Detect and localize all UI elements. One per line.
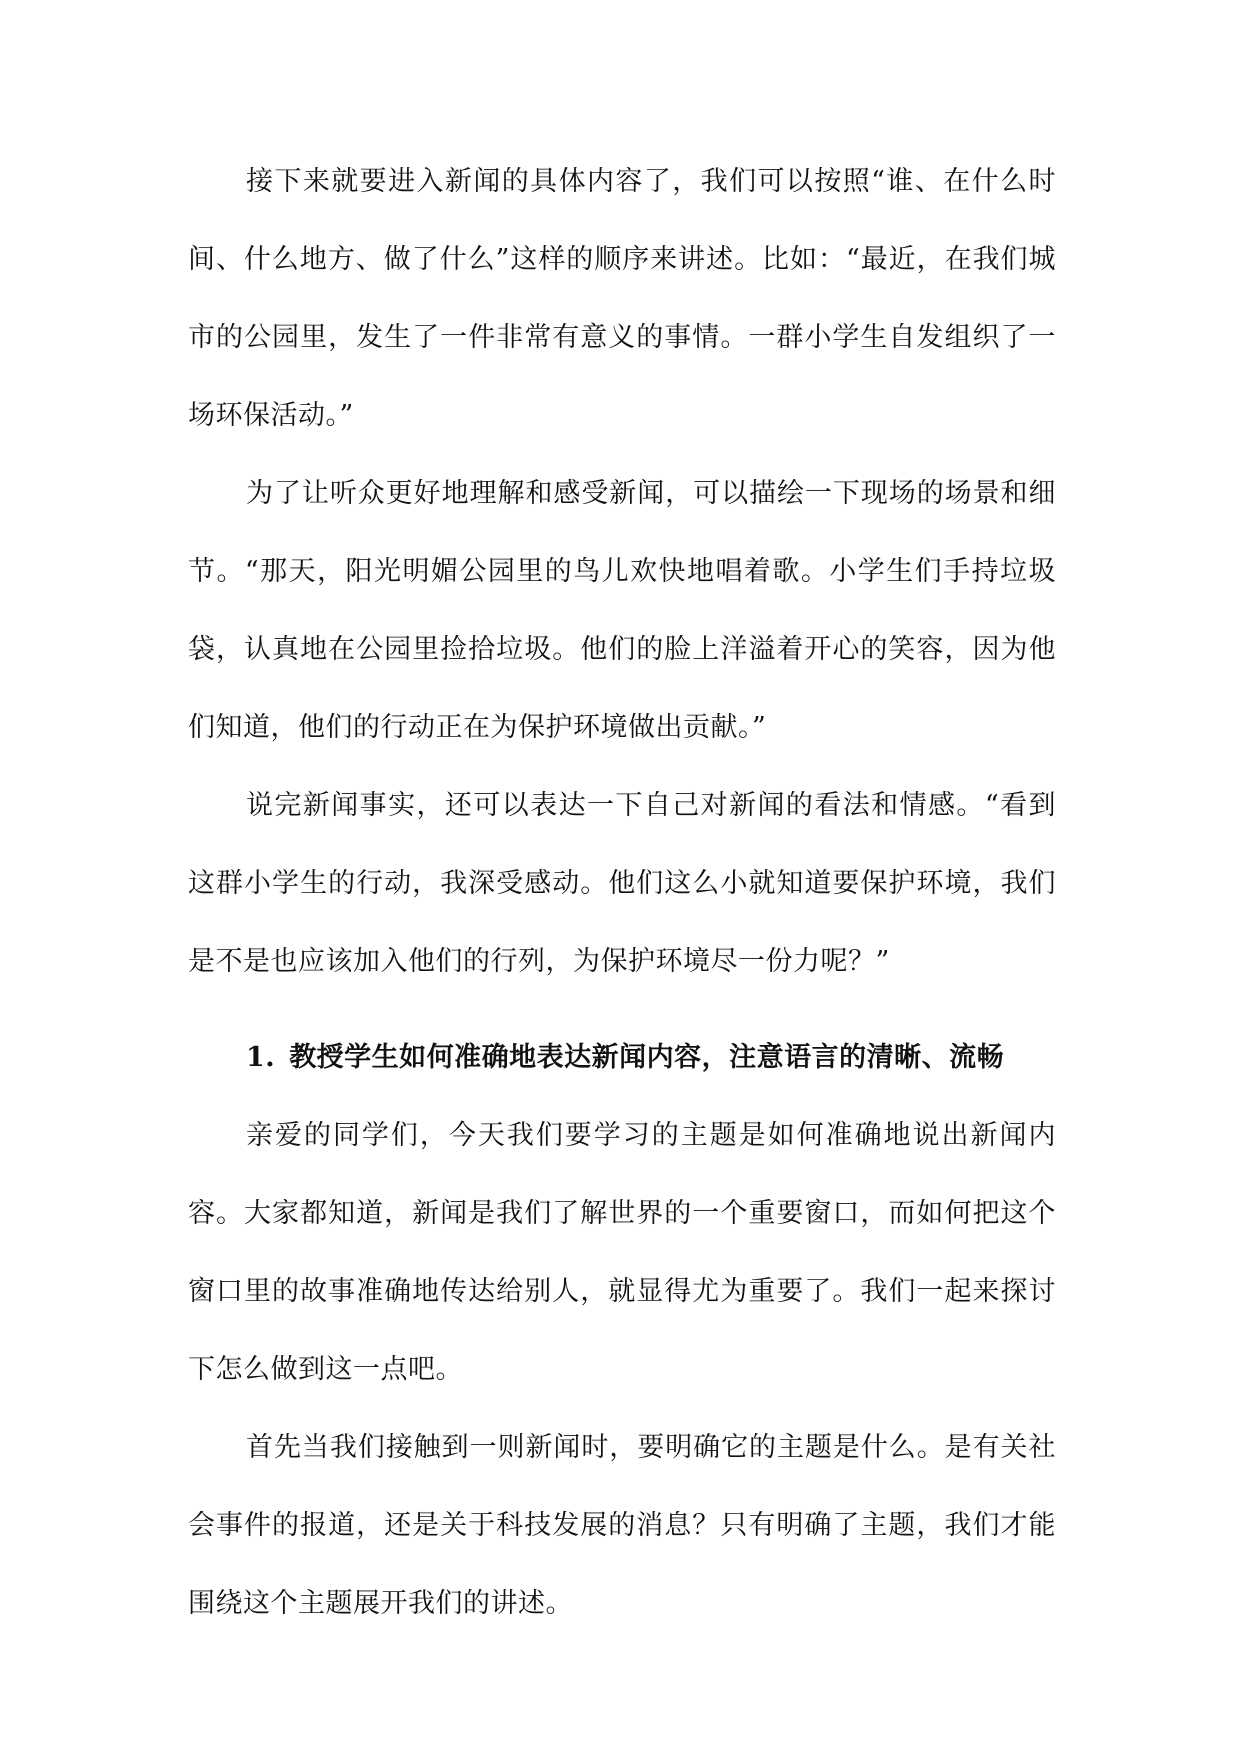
section-heading	[188, 1019, 1056, 1097]
paragraph-news-content: 接下来就要进入新闻的具体内容了，我们可以按照“谁、在什么时间、什么地方、做了什么”这样的顺序来讲述。比如：“最近，在我们城市的公园里，发生了一件非常有意义的事情。一群小学生自发组织了一场环保活动。”	[188, 166, 1056, 431]
section-heading-number: 1.	[246, 1042, 276, 1073]
document-page	[188, 143, 1056, 1643]
paragraph-introduction: 亲爱的同学们，今天我们要学习的主题是如何准确地说出新闻内容。大家都知道，新闻是我们了解世界的一个重要窗口，而如何把这个窗口里的故事准确地传达给别人，就显得尤为重要了。我们一起来探讨下怎么做到这一点吧。	[188, 1120, 1056, 1385]
section-heading-text: 教授学生如何准确地表达新闻内容，注意语言的清晰、流畅	[289, 1042, 1005, 1073]
paragraph-opinion: 说完新闻事实，还可以表达一下自己对新闻的看法和情感。“看到这群小学生的行动，我深受感动。他们这么小就知道要保护环境，我们是不是也应该加入他们的行列，为保护环境尽一份力呢？”	[188, 790, 1056, 977]
paragraph-theme: 首先当我们接触到一则新闻时，要明确它的主题是什么。是有关社会事件的报道，还是关于科技发展的消息？只有明确了主题，我们才能围绕这个主题展开我们的讲述。	[188, 1432, 1056, 1619]
paragraph-scene-details: 为了让听众更好地理解和感受新闻，可以描绘一下现场的场景和细节。“那天，阳光明媚公园里的鸟儿欢快地唱着歌。小学生们手持垃圾袋，认真地在公园里捡拾垃圾。他们的脸上洋溢着开心的笑容，因为他们知道，他们的行动正在为保护环境做出贡献。”	[188, 478, 1056, 743]
